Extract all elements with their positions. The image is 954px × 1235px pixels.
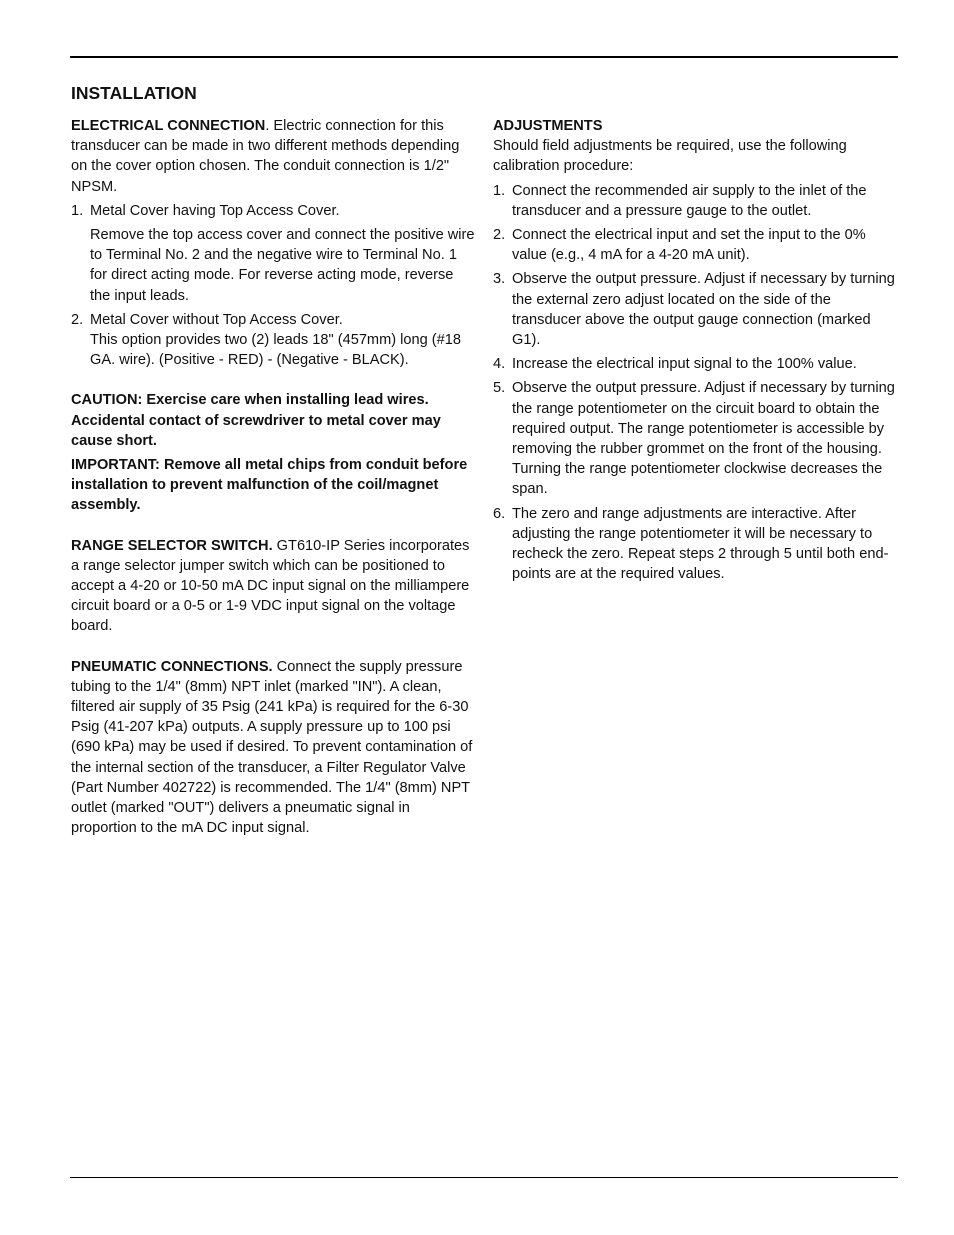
step-text: Increase the electrical input signal to the 100% value. bbox=[512, 356, 857, 373]
list-number: 1. bbox=[71, 202, 84, 219]
adjustment-step bbox=[493, 354, 898, 374]
step-text: Observe the output pressure. Adjust if necessary by turning the range potentiometer on the circuit board to obtain the required output. The range potentiometer is accessible by removing the rubber grommet on the front of the housing. Turning the range potentiometer clockwise decreases the span. bbox=[512, 380, 895, 498]
adjustments-heading bbox=[493, 116, 898, 136]
electrical-option-title: Metal Cover having Top Access Cover. bbox=[90, 202, 340, 219]
top-rule bbox=[70, 56, 898, 58]
right-column bbox=[493, 116, 898, 584]
step-text: Observe the output pressure. Adjust if necessary by turning the external zero adjust located on the side of the transducer above the output gauge connection (marked G1). bbox=[512, 271, 895, 349]
pneumatic-text: Connect the supply pressure tubing to the 1/4" (8mm) NPT inlet (marked "IN"). A clean, filtered air supply of 35 Psig (241 kPa) is required for the 6-30 Psig (41-207 kPa) outputs. A supply pressure up to 100 psi (690 kPa) may be used if desired. To prevent contamination of the internal section of the transducer, a Filter Regulator Valve (Part Number 402722) is recommended. The 1/4" (8mm) NPT outlet (marked "OUT") delivers a pneumatic signal in proportion to the mA DC input signal. bbox=[71, 658, 473, 837]
adjustments-heading-text: ADJUSTMENTS bbox=[493, 118, 603, 134]
electrical-option-body: Remove the top access cover and connect the positive wire to Terminal No. 2 and the negative wire to Terminal No. 1 for direct acting mode. For reverse acting mode, reverse the input leads. bbox=[90, 227, 475, 304]
list-number: 1. bbox=[493, 182, 506, 199]
electrical-option-body: This option provides two (2) leads 18" (457mm) long (#18 GA. wire). (Positive - RED) - (Negative - BLACK). bbox=[90, 332, 462, 369]
adjustment-step bbox=[493, 504, 898, 585]
electrical-option-title: Metal Cover without Top Access Cover. bbox=[90, 311, 343, 328]
bottom-rule bbox=[70, 1177, 898, 1178]
range-selector-heading: RANGE SELECTOR SWITCH. bbox=[71, 537, 273, 554]
step-text: The zero and range adjustments are interactive. After adjusting the range potentiometer it will be necessary to recheck the zero. Repeat steps 2 through 5 until both end-points are at the required values. bbox=[512, 505, 889, 583]
range-selector-paragraph bbox=[71, 536, 476, 637]
important-note: IMPORTANT: Remove all metal chips from conduit before installation to prevent malfunction of the coil/magnet assembly. bbox=[71, 457, 468, 514]
left-column bbox=[71, 82, 476, 839]
electrical-connection-heading: ELECTRICAL CONNECTION bbox=[71, 118, 266, 134]
section-title: INSTALLATION bbox=[71, 83, 197, 103]
step-text: Connect the electrical input and set the input to the 0% value (e.g., 4 mA for a 4-20 mA unit). bbox=[512, 227, 866, 264]
pneumatic-heading: PNEUMATIC CONNECTIONS. bbox=[71, 658, 273, 675]
electrical-options-list bbox=[71, 201, 476, 371]
range-selector-text: GT610-IP Series incorporates a range selector jumper switch which can be positioned to accept a 4-20 or 10-50 mA DC input signal on the milliampere circuit board or a 0-5 or 1-9 VDC input signal on the voltage board. bbox=[71, 537, 470, 635]
electrical-option-item bbox=[71, 201, 476, 306]
list-number: 5. bbox=[493, 380, 506, 397]
list-number: 6. bbox=[493, 505, 506, 522]
list-number: 2. bbox=[71, 311, 84, 328]
adjustment-step bbox=[493, 378, 898, 499]
list-number: 2. bbox=[493, 227, 506, 244]
adjustment-step bbox=[493, 225, 898, 265]
list-number: 4. bbox=[493, 356, 506, 373]
adjustments-intro: Should field adjustments be required, use the following calibration procedure: bbox=[493, 138, 847, 175]
adjustment-step bbox=[493, 269, 898, 350]
caution-note: CAUTION: Exercise care when installing lead wires. Accidental contact of screwdriver to metal cover may cause short. bbox=[71, 392, 441, 449]
list-number: 3. bbox=[493, 271, 506, 288]
electrical-connection-text: . Electric connection for this transducer can be made in two different methods depending on the cover option chosen. The conduit connection is 1/2" NPSM. bbox=[71, 118, 460, 195]
pneumatic-paragraph bbox=[71, 657, 476, 839]
adjustment-step bbox=[493, 181, 898, 221]
step-text: Connect the recommended air supply to the inlet of the transducer and a pressure gauge to the outlet. bbox=[512, 182, 867, 219]
electrical-option-item bbox=[71, 310, 476, 371]
electrical-connection-paragraph bbox=[71, 116, 476, 197]
adjustment-steps-list bbox=[493, 181, 898, 585]
